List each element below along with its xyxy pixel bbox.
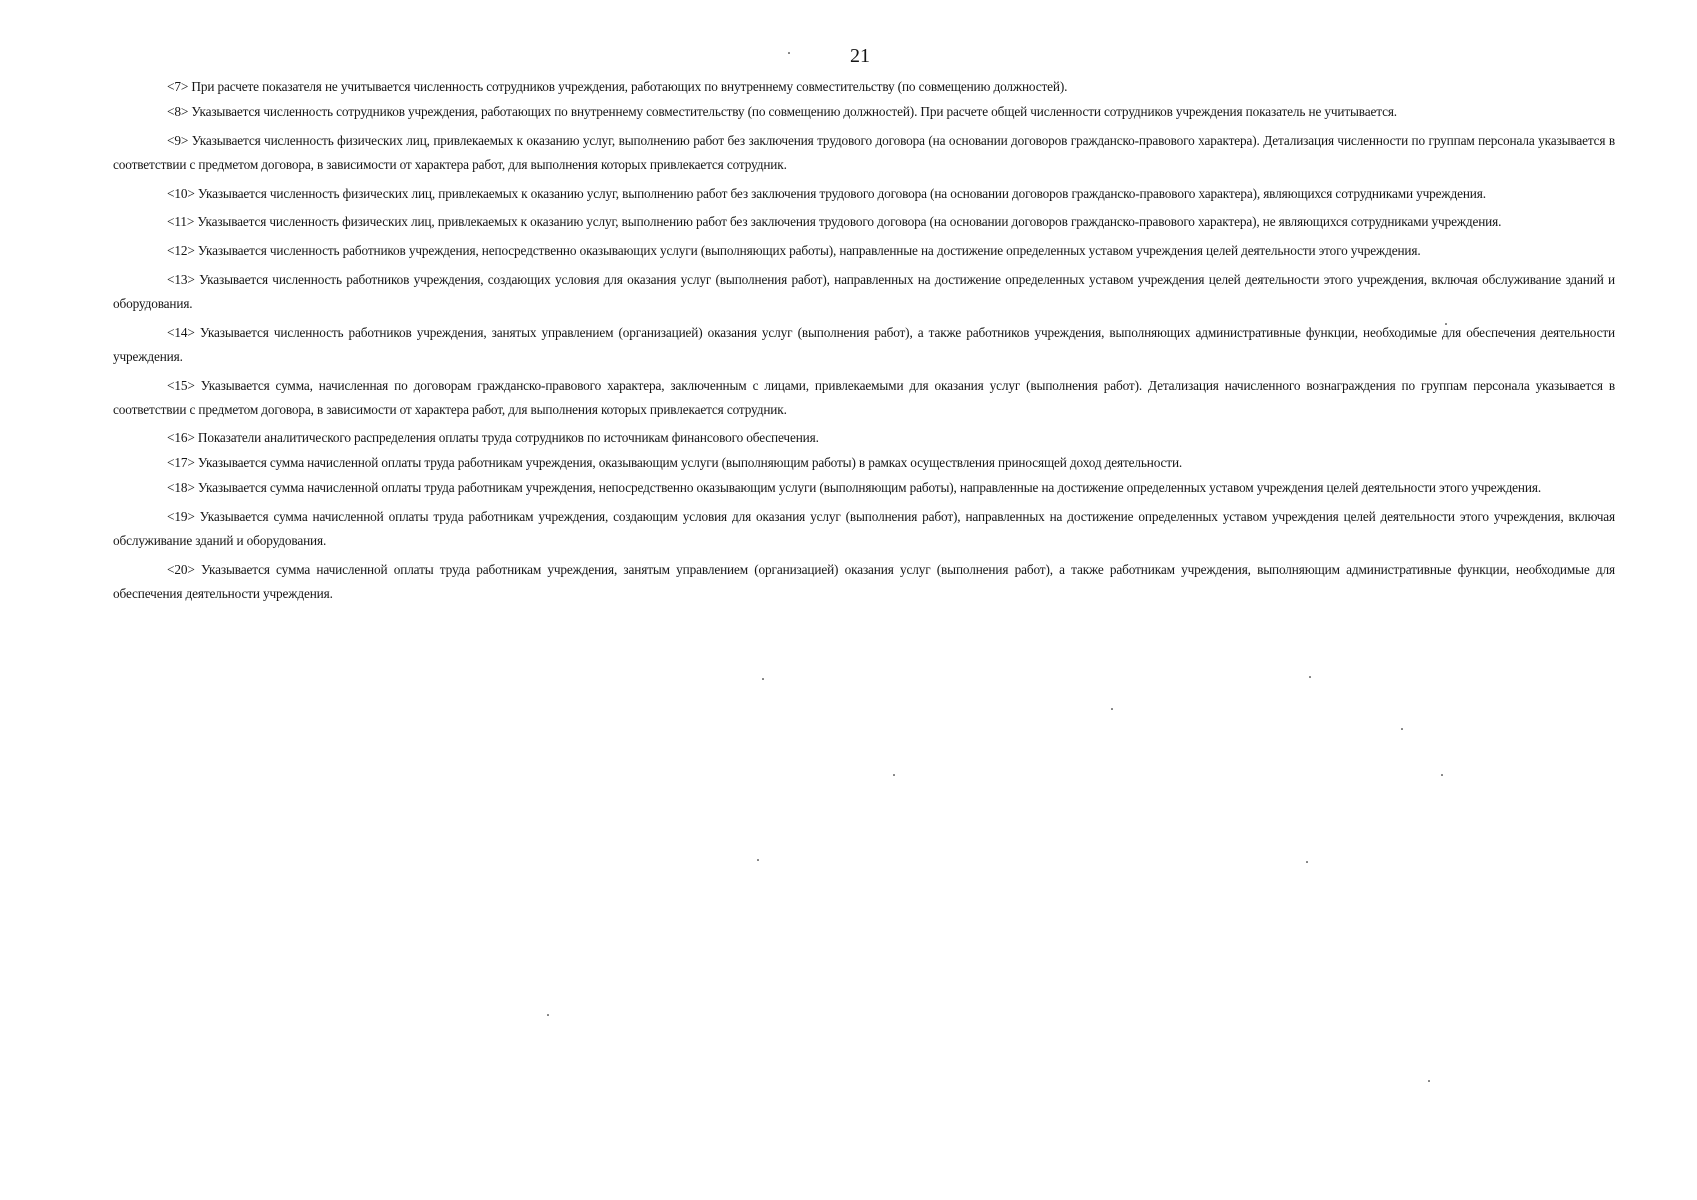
page-number: 21 — [850, 45, 870, 67]
scan-speck — [893, 774, 895, 776]
footnote-11: <11> Указывается численность физических лиц, привлекаемых к оказанию услуг, выполнению работ без заключения трудового договора (на основании договоров гражданско-правового характера), не являющихся сотрудниками учреждения. — [167, 214, 1502, 230]
footnote-12: <12> Указывается численность работников учреждения, непосредственно оказывающих услуги (выполняющих работы), направленные на достижение определенных уставом учреждения целей деятельности этого учреждения. — [167, 243, 1421, 259]
scan-speck — [1111, 708, 1113, 710]
footnote-16: <16> Показатели аналитического распределения оплаты труда сотрудников по источникам финансового обеспечения. — [167, 430, 819, 446]
scan-speck — [1441, 774, 1443, 776]
footnote-8: <8> Указывается численность сотрудников учреждения, работающих по внутреннему совместительству (по совмещению должностей). При расчете общей численности сотрудников учреждения показатель не учитывается. — [167, 104, 1397, 119]
scan-speck — [762, 678, 764, 680]
footnote-20: <20> Указывается сумма начисленной оплаты труда работникам учреждения, занятым управлением (организацией) оказания услуг (выполнения работ), а также работникам учреждения, выполняющим административные функции, необходимые для обеспечения деятельности учреждения. — [113, 561, 1615, 601]
scan-speck — [788, 52, 790, 54]
footnote-9: <9> Указывается численность физических лиц, привлекаемых к оказанию услуг, выполнению работ без заключения трудового договора (на основании договоров гражданско-правового характера). Детализация численности по группам персонала указывается в соответствии с предметом договора, в зависимости от характера работ, для выполнения которых привлекается сотрудник. — [113, 132, 1615, 172]
footnote-18: <18> Указывается сумма начисленной оплаты труда работникам учреждения, непосредственно оказывающим услуги (выполняющим работы), направленные на достижение определенных уставом учреждения целей деятельности этого учреждения. — [167, 480, 1542, 496]
scan-speck — [1428, 1080, 1430, 1082]
scan-speck — [1401, 728, 1403, 730]
footnote-13: <13> Указывается численность работников учреждения, создающих условия для оказания услуг (выполнения работ), направленных на достижение определенных уставом учреждения целей деятельности этого учреждения, включая обслуживание зданий и оборудования. — [113, 271, 1615, 311]
scan-speck — [1306, 861, 1308, 863]
footnote-17: <17> Указывается сумма начисленной оплаты труда работникам учреждения, оказывающим услуги (выполняющим работы) в рамках осуществления приносящей доход деятельности. — [167, 455, 1183, 471]
footnote-14: <14> Указывается численность работников учреждения, занятых управлением (организацией) оказания услуг (выполнения работ), а также работников учреждения, выполняющих административные функции, необходимые для обеспечения деятельности учреждения. — [113, 324, 1615, 364]
scan-speck — [1309, 676, 1311, 678]
footnote-7: <7> При расчете показателя не учитывается численность сотрудников учреждения, работающих по внутреннему совместительству (по совмещению должностей). — [167, 79, 1068, 94]
scan-speck — [1445, 323, 1447, 325]
footnotes-list — [113, 75, 1615, 611]
footnote-10: <10> Указывается численность физических лиц, привлекаемых к оказанию услуг, выполнению работ без заключения трудового договора (на основании договоров гражданско-правового характера), являющихся сотрудниками учреждения. — [167, 185, 1486, 201]
scan-speck — [757, 859, 759, 861]
footnote-15: <15> Указывается сумма, начисленная по договорам гражданско-правового характера, заключенным с лицами, привлекаемыми для оказания услуг (выполнения работ). Детализация начисленного вознаграждения по группам персонала указывается в соответствии с предметом договора, в зависимости от характера работ, для выполнения которых привлекается сотрудник. — [113, 377, 1615, 417]
footnote-19: <19> Указывается сумма начисленной оплаты труда работникам учреждения, создающим условия для оказания услуг (выполнения работ), направленных на достижение определенных уставом учреждения целей деятельности этого учреждения, включая обслуживание зданий и оборудования. — [113, 509, 1615, 549]
scan-speck — [547, 1014, 549, 1016]
